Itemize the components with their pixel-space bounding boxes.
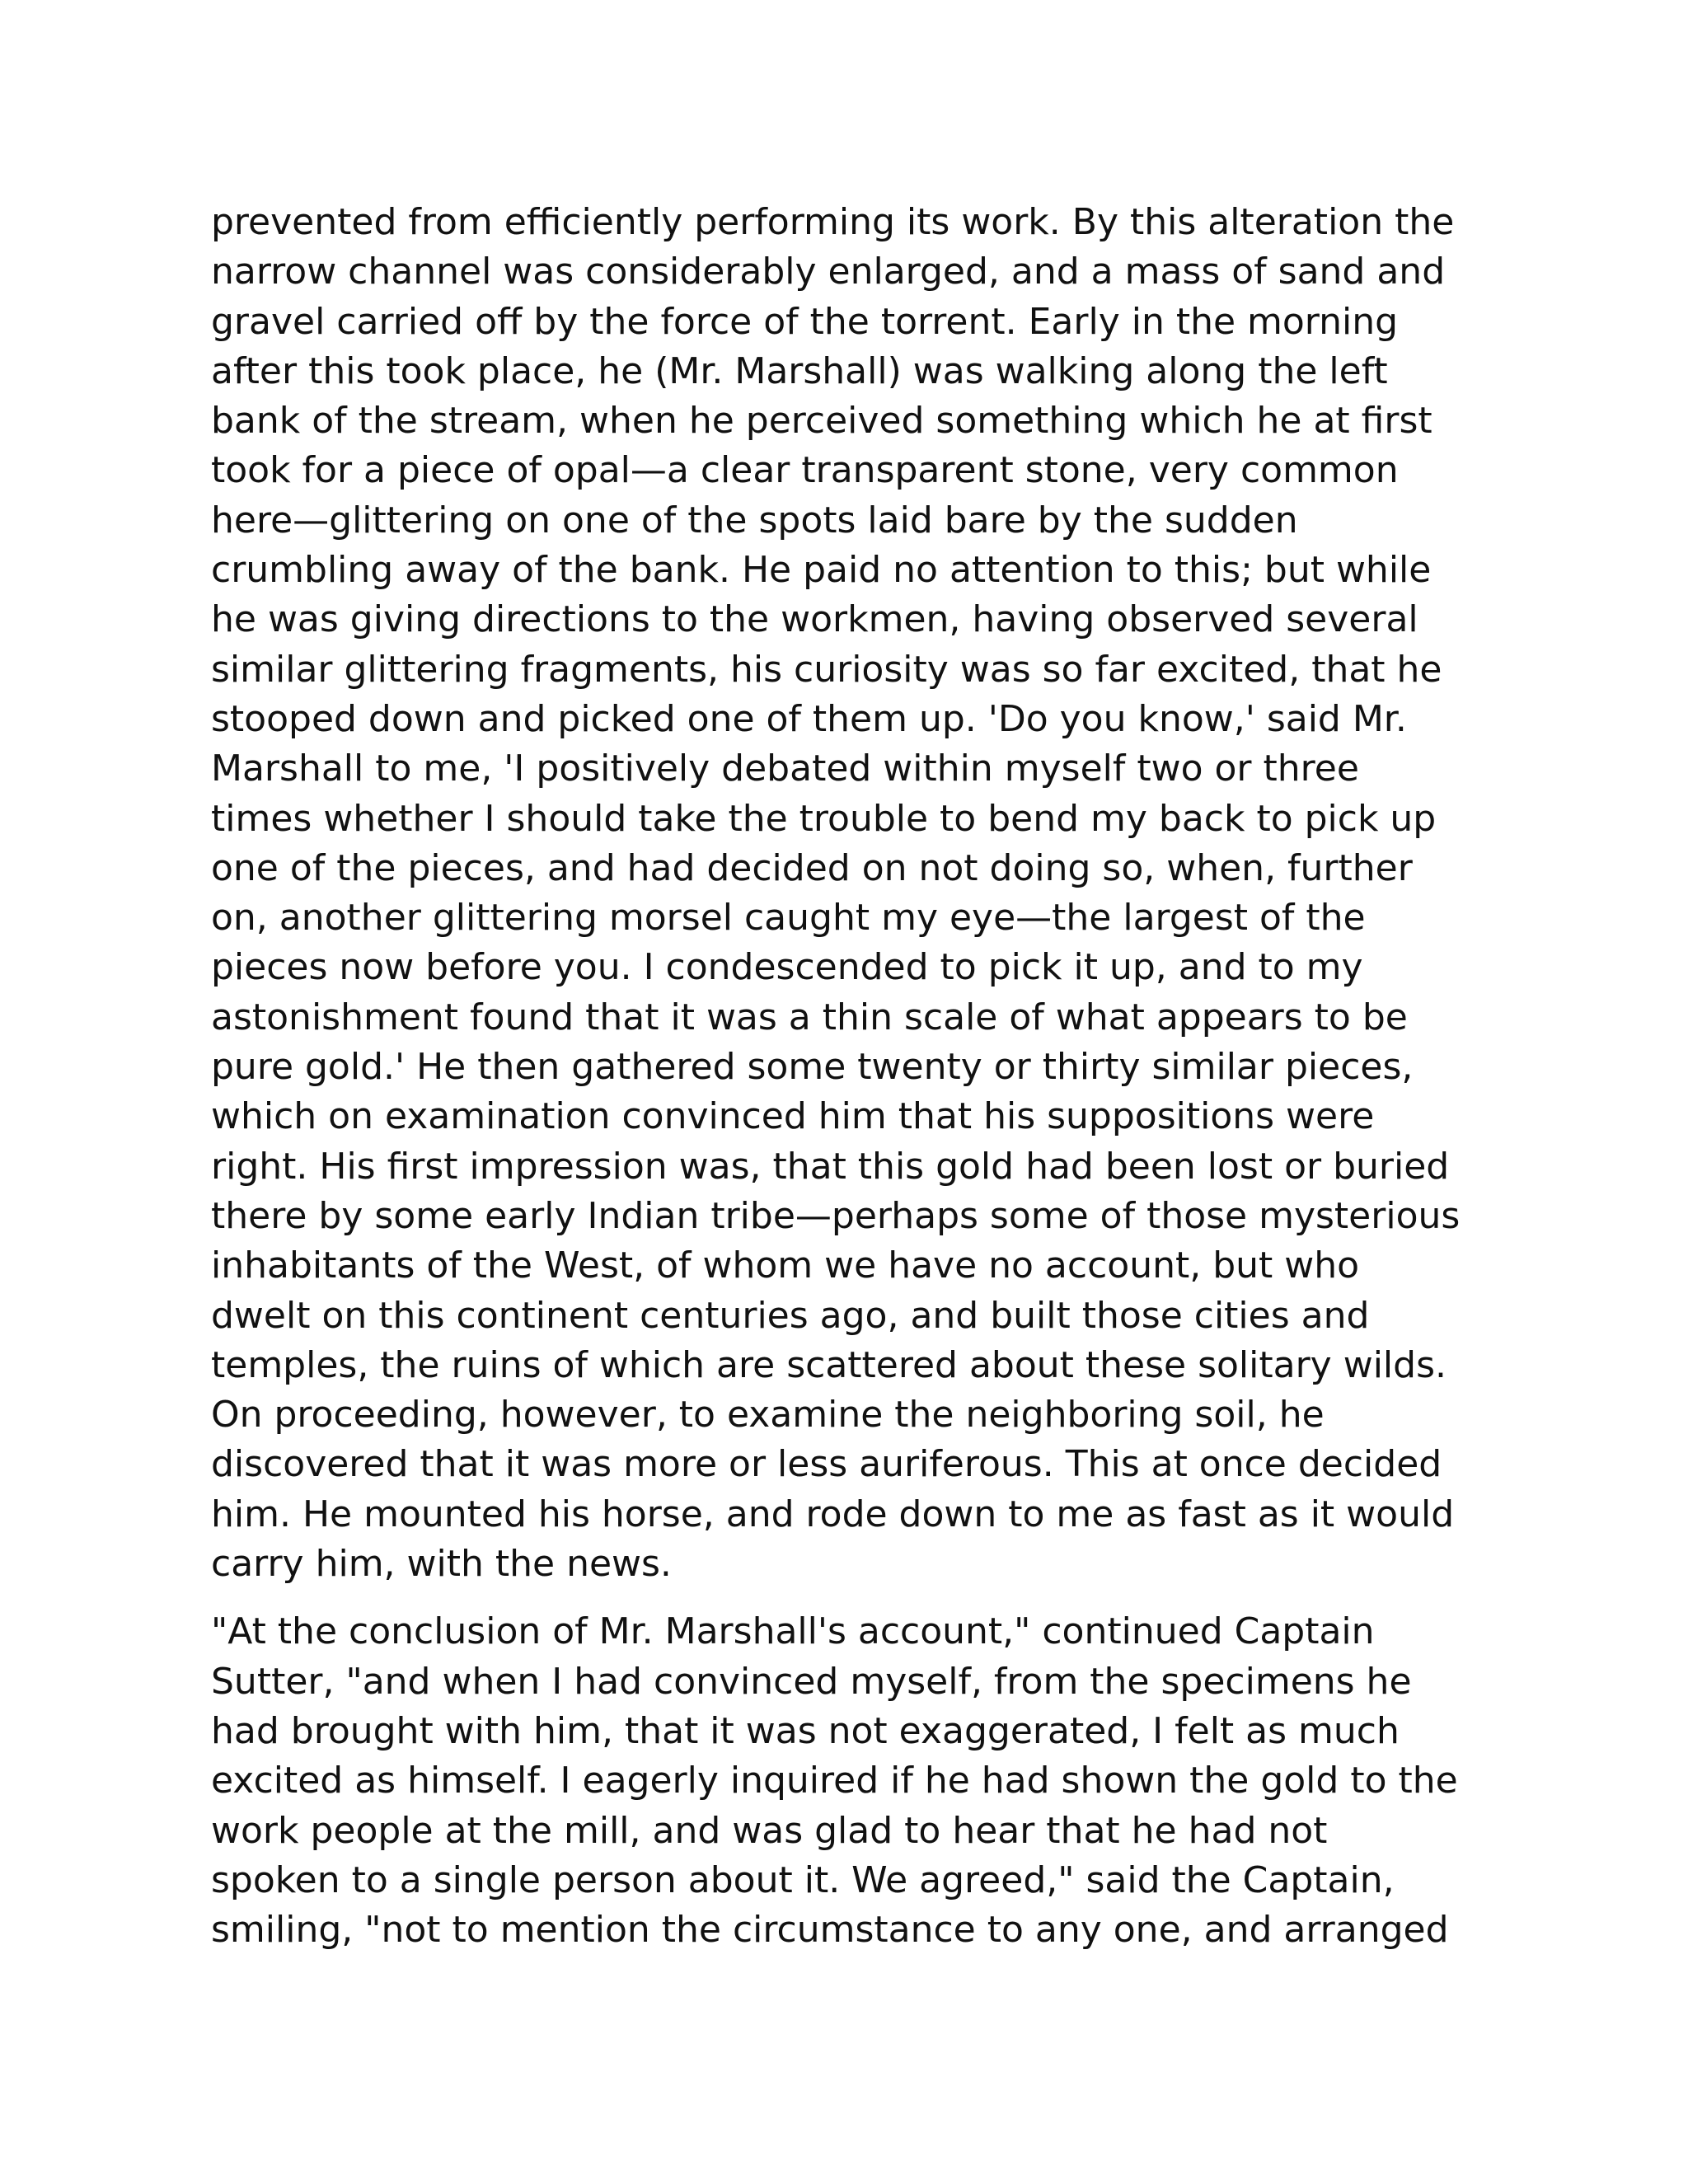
text-line: work people at the mill, and was glad to hear that he had not: [211, 1809, 1328, 1852]
text-line: pieces now before you. I condescended to pick it up, and to my: [211, 946, 1363, 989]
text-line: smiling, "not to mention the circumstance to any one, and arranged: [211, 1909, 1449, 1952]
text-line: right. His first impression was, that this gold had been lost or buried: [211, 1145, 1450, 1188]
text-line: carry him, with the news.: [211, 1543, 672, 1586]
text-line: excited as himself. I eagerly inquired if he had shown the gold to the: [211, 1760, 1458, 1802]
text-line: he was giving directions to the workmen, having observed several: [211, 598, 1418, 641]
text-line: bank of the stream, when he perceived something which he at first: [211, 400, 1432, 443]
text-line: Marshall to me, 'I positively debated within myself two or three: [211, 748, 1359, 790]
text-line: him. He mounted his horse, and rode down to me as fast as it would: [211, 1493, 1455, 1535]
text-line: one of the pieces, and had decided on not doing so, when, further: [211, 846, 1413, 889]
text-line: times whether I should take the trouble to bend my back to pick up: [211, 797, 1437, 840]
text-line: inhabitants of the West, of whom we have no account, but who: [211, 1244, 1360, 1287]
text-line: stooped down and picked one of them up. 'Do you know,' said Mr.: [211, 697, 1407, 740]
text-line: dwelt on this continent centuries ago, and built those cities and: [211, 1294, 1370, 1337]
text-line: which on examination convinced him that his suppositions were: [211, 1095, 1375, 1138]
text-line: temples, the ruins of which are scattered about these solitary wilds.: [211, 1343, 1447, 1386]
text-line: pure gold.' He then gathered some twenty or thirty similar pieces,: [211, 1046, 1414, 1089]
text-line: gravel carried off by the force of the torrent. Early in the morning: [211, 300, 1399, 343]
text-line: Sutter, "and when I had convinced myself, from the specimens he: [211, 1660, 1412, 1703]
text-line: "At the conclusion of Mr. Marshall's account," continued Captain: [211, 1610, 1375, 1653]
text-line: took for a piece of opal—a clear transparent stone, very common: [211, 449, 1399, 492]
text-line: prevented from efficiently performing its work. By this alteration the: [211, 201, 1455, 243]
body-text: [211, 198, 1497, 1955]
text-line: similar glittering fragments, his curiosity was so far excited, that he: [211, 648, 1442, 691]
text-line: astonishment found that it was a thin scale of what appears to be: [211, 996, 1408, 1038]
text-line: On proceeding, however, to examine the neighboring soil, he: [211, 1394, 1325, 1436]
paragraph-1: [211, 198, 1497, 1589]
text-line: after this took place, he (Mr. Marshall) was walking along the left: [211, 349, 1388, 392]
text-line: crumbling away of the bank. He paid no attention to this; but while: [211, 549, 1432, 592]
text-line: there by some early Indian tribe—perhaps some of those mysterious: [211, 1194, 1461, 1237]
text-line: here—glittering on one of the spots laid bare by the sudden: [211, 499, 1298, 541]
paragraph-2: [211, 1607, 1497, 1955]
text-line: on, another glittering morsel caught my eye—the largest of the: [211, 897, 1366, 940]
text-line: discovered that it was more or less auriferous. This at once decided: [211, 1443, 1442, 1486]
text-line: narrow channel was considerably enlarged, and a mass of sand and: [211, 251, 1446, 293]
text-line: had brought with him, that it was not exaggerated, I felt as much: [211, 1709, 1400, 1752]
text-line: spoken to a single person about it. We agreed," said the Captain,: [211, 1858, 1395, 1901]
